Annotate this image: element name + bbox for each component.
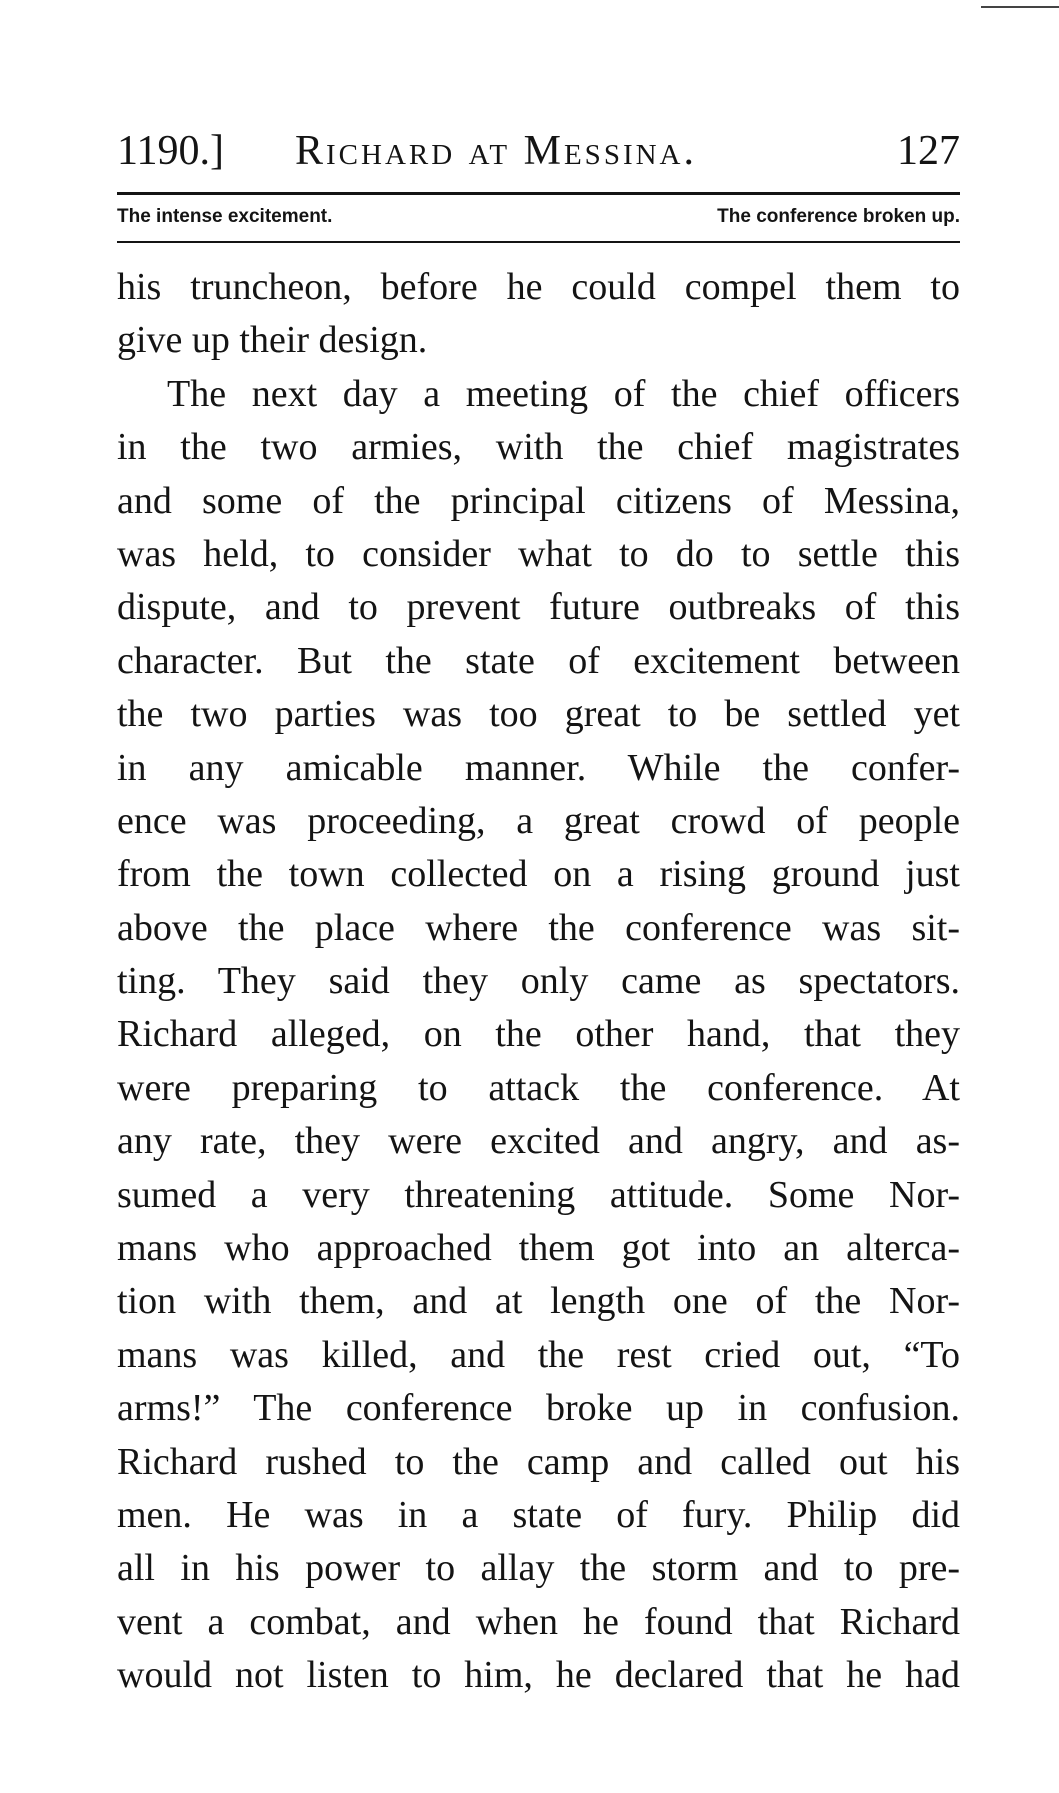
text-line: men. He was in a state of fury. Philip did bbox=[117, 1493, 960, 1536]
text-line: in the two armies, with the chief magistrates bbox=[117, 426, 960, 469]
text-line: tion with them, and at length one of the Nor- bbox=[117, 1280, 960, 1323]
text-line: ting. They said they only came as spectators. bbox=[117, 960, 960, 1003]
text-line: vent a combat, and when he found that Richard bbox=[117, 1600, 960, 1643]
text-line: character. But the state of excitement between bbox=[117, 639, 960, 682]
text-line: ence was proceeding, a great crowd of people bbox=[117, 799, 960, 842]
page-number: 127 bbox=[897, 128, 960, 174]
text-line: sumed a very threatening attitude. Some Nor- bbox=[117, 1173, 960, 1216]
text-line: The next day a meeting of the chief officers bbox=[167, 372, 960, 415]
sidenote-rule bbox=[117, 241, 960, 243]
sidenote-right: The conference broken up. bbox=[717, 206, 960, 227]
text-line: would not listen to him, he declared that he had bbox=[117, 1654, 960, 1697]
text-line: and some of the principal citizens of Messina, bbox=[117, 479, 960, 522]
text-line: his truncheon, before he could compel them to bbox=[117, 266, 960, 308]
text-line: the two parties was too great to be settled yet bbox=[117, 693, 960, 736]
header-year: 1190.] bbox=[117, 128, 224, 174]
text-line: Richard rushed to the camp and called out his bbox=[117, 1440, 960, 1483]
text-line: above the place where the conference was sit- bbox=[117, 906, 960, 949]
text-line: from the town collected on a rising ground just bbox=[117, 853, 960, 896]
sidenote-bar bbox=[117, 202, 960, 232]
body-text bbox=[117, 261, 960, 1703]
running-head bbox=[117, 126, 960, 176]
text-line: Richard alleged, on the other hand, that they bbox=[117, 1013, 960, 1056]
text-line: arms!” The conference broke up in confusion. bbox=[117, 1387, 960, 1430]
text-line: was held, to consider what to do to settle this bbox=[117, 532, 960, 575]
header-rule bbox=[117, 192, 960, 195]
text-line: dispute, and to prevent future outbreaks of this bbox=[117, 586, 960, 629]
text-line: were preparing to attack the conference. At bbox=[117, 1066, 960, 1109]
text-line: mans was killed, and the rest cried out, “To bbox=[117, 1333, 960, 1376]
text-line: all in his power to allay the storm and to pre- bbox=[117, 1547, 960, 1590]
corner-rule bbox=[981, 6, 1059, 8]
text-line: in any amicable manner. While the confer- bbox=[117, 746, 960, 789]
sidenote-left: The intense excitement. bbox=[117, 206, 333, 227]
header-title: Richard at Messina. bbox=[295, 128, 697, 174]
text-line: any rate, they were excited and angry, and as- bbox=[117, 1120, 960, 1163]
text-line: give up their design. bbox=[117, 319, 428, 362]
text-line: mans who approached them got into an alterca- bbox=[117, 1227, 960, 1270]
